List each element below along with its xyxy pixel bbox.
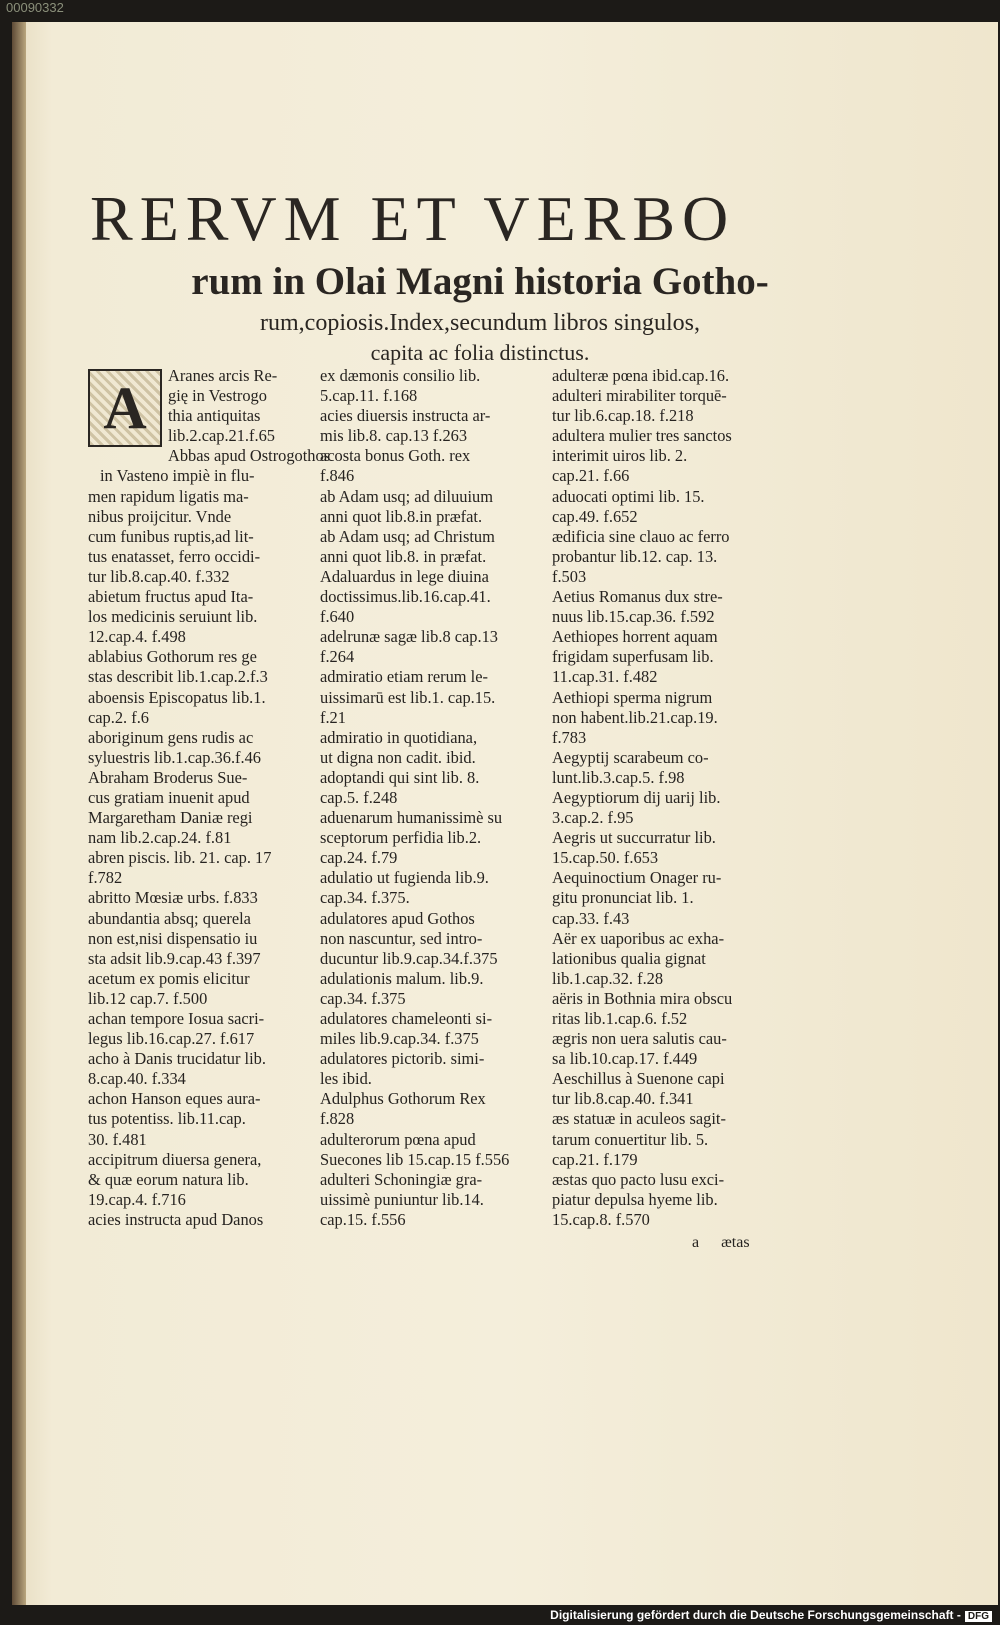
index-entry — [88, 647, 310, 687]
index-entry-line: tur lib.8.cap.40. f.341 — [552, 1089, 694, 1109]
index-entry-line: acosta bonus Goth. rex — [320, 446, 471, 466]
footer-credit-text: Digitalisierung gefördert durch die Deutsche Forschungsgemeinschaft - — [550, 1608, 961, 1622]
index-entry — [552, 527, 774, 587]
book-page — [12, 22, 998, 1605]
index-entry-line: aduenarum humanissimè su — [320, 808, 503, 828]
index-entry-line: Margaretham Daniæ regi — [88, 808, 253, 828]
index-entry — [552, 366, 774, 386]
index-entry-line: f.783 — [552, 727, 587, 747]
index-entry-line: Aethiopi sperma nigrum — [552, 687, 713, 707]
index-entry-line: cap.49. f.652 — [552, 506, 638, 526]
index-entry — [88, 728, 310, 768]
index-entry — [552, 426, 774, 486]
index-entry — [552, 587, 774, 627]
index-entry — [320, 868, 542, 908]
index-entry-line: admiratio etiam rerum le- — [320, 667, 488, 687]
index-entry — [320, 909, 542, 969]
index-entry-line: Suecones lib 15.cap.15 f.556 — [320, 1149, 510, 1169]
index-entry-line: Abraham Broderus Sue- — [88, 767, 248, 787]
index-entry-line: abritto Mœsiæ urbs. f.833 — [88, 888, 258, 908]
index-column-2 — [320, 366, 542, 1230]
index-entry-line: tur lib.6.cap.18. f.218 — [552, 406, 694, 426]
index-entry-line: f.828 — [320, 1109, 355, 1129]
index-entry-line: cap.33. f.43 — [552, 908, 630, 928]
index-entry — [552, 386, 774, 426]
index-entry — [552, 1170, 774, 1230]
index-entry-line: adulatores apud Gothos — [320, 908, 475, 928]
index-entry-line: ut digna non cadit. ibid. — [320, 747, 476, 767]
index-entry-line: non habent.lib.21.cap.19. — [552, 707, 718, 727]
index-entry-line: abietum fructus apud Ita- — [88, 587, 254, 607]
index-entry-line: 5.cap.11. f.168 — [320, 386, 418, 406]
index-entry — [320, 1130, 542, 1170]
index-entry-line: lib.1.cap.32. f.28 — [552, 968, 664, 988]
index-entry-line: Aër ex uaporibus ac exha- — [552, 928, 725, 948]
index-column-1 — [88, 366, 331, 1230]
index-entry — [552, 748, 774, 788]
index-entry-line: uissimarū est lib.1. cap.15. — [320, 687, 496, 707]
index-entry — [552, 989, 774, 1029]
index-entry-line: 8.cap.40. f.334 — [88, 1069, 186, 1089]
index-entry-line: Aethiopes horrent aquam — [552, 627, 718, 647]
decorated-initial — [88, 369, 162, 447]
index-entry-line: sta adsit lib.9.cap.43 f.397 — [88, 948, 261, 968]
index-entry-line: ab Adam usq; ad diluuium — [320, 486, 493, 506]
page-spine-shadow — [12, 22, 26, 1605]
index-entry-line: acho à Danis trucidatur lib. — [88, 1049, 266, 1069]
index-entry — [552, 1109, 774, 1169]
index-entry — [88, 688, 310, 728]
index-entry — [320, 446, 542, 486]
index-entry-line: cap.34. f.375. — [320, 888, 410, 908]
index-entry-line: ex dæmonis consilio lib. — [320, 366, 481, 385]
index-entry-line: æstas quo pacto lusu exci- — [552, 1169, 725, 1189]
index-entry-line: ab Adam usq; ad Christum — [320, 526, 495, 546]
index-entry — [88, 888, 310, 908]
index-entry — [552, 487, 774, 527]
index-entry — [320, 728, 542, 768]
index-entry-line: cap.5. f.248 — [320, 787, 398, 807]
index-entry-line: non nascuntur, sed intro- — [320, 928, 483, 948]
index-entry-line: lib.12 cap.7. f.500 — [88, 988, 208, 1008]
index-entry-line: nibus proijcitur. Vnde — [88, 506, 232, 526]
index-entry — [552, 688, 774, 748]
index-title-line-1: RERVM ET VERBO — [90, 183, 736, 254]
index-entry-line: mis lib.8. cap.13 f.263 — [320, 426, 468, 446]
index-title-line-3: rum,copiosis.Index,secundum libros singulos, — [260, 310, 700, 336]
index-entry-line: tarum conuertitur lib. 5. — [552, 1129, 709, 1149]
index-entry — [320, 667, 542, 727]
index-entry — [88, 1150, 310, 1210]
index-entry — [320, 567, 542, 627]
index-entry — [552, 788, 774, 828]
index-entry-line: ædificia sine clauo ac ferro — [552, 526, 730, 546]
index-entry-line: lib.2.cap.21.f.65 — [168, 426, 275, 446]
index-entry-line: adulationis malum. lib.9. — [320, 968, 484, 988]
index-entry — [320, 487, 542, 527]
index-title-line-2: rum in Olai Magni historia Gotho- — [191, 260, 769, 303]
index-entry-line: Aeschillus à Suenone capi — [552, 1069, 725, 1089]
index-entry-line: uissimè puniuntur lib.14. — [320, 1189, 484, 1209]
index-entry-line: 30. f.481 — [88, 1129, 147, 1149]
index-entry-line: abren piscis. lib. 21. cap. 17 — [88, 848, 272, 868]
index-entry — [320, 1170, 542, 1230]
index-entry-line: ducuntur lib.9.cap.34.f.375 — [320, 948, 498, 968]
catchword: ætas — [721, 1234, 750, 1251]
index-entry-line: adulterorum pœna apud — [320, 1129, 476, 1149]
index-entry — [320, 1009, 542, 1049]
index-entry — [88, 1009, 310, 1049]
catchword-line — [692, 1234, 792, 1252]
index-entry-line: adoptandi qui sint lib. 8. — [320, 767, 480, 787]
index-entry-line: f.782 — [88, 868, 123, 888]
index-entry-line: interimit uiros lib. 2. — [552, 446, 688, 466]
index-entry-line: cap.34. f.375 — [320, 988, 406, 1008]
index-entry-line: cap.24. f.79 — [320, 848, 398, 868]
index-entry — [320, 366, 542, 406]
index-entry — [320, 1049, 542, 1089]
index-entry — [320, 768, 542, 808]
index-entry-line: 11.cap.31. f.482 — [552, 667, 658, 687]
index-entry-line: thia antiquitas — [168, 406, 261, 426]
index-entry-line: piatur depulsa hyeme lib. — [552, 1189, 718, 1209]
index-entry-line: adulatio ut fugienda lib.9. — [320, 868, 489, 888]
index-entry-line: tur lib.8.cap.40. f.332 — [88, 566, 230, 586]
index-entry-line: acetum ex pomis elicitur — [88, 968, 250, 988]
index-entry-line: aduocati optimi lib. 15. — [552, 486, 705, 506]
index-entry — [88, 768, 310, 848]
index-entry-line: doctissimus.lib.16.cap.41. — [320, 587, 491, 607]
index-entry-line: cum funibus ruptis,ad lit- — [88, 526, 254, 546]
index-entry-line: 3.cap.2. f.95 — [552, 808, 634, 828]
index-entry — [552, 868, 774, 928]
index-entry-line: 19.cap.4. f.716 — [88, 1189, 186, 1209]
index-entry — [88, 587, 310, 647]
index-entry-line: men rapidum ligatis ma- — [88, 486, 249, 506]
index-entry-line: in Vasteno impiè in flu- — [100, 466, 255, 486]
index-entry-line: nuus lib.15.cap.36. f.592 — [552, 607, 715, 627]
index-entry-line: cap.15. f.556 — [320, 1209, 406, 1229]
index-entry-line: gitu pronunciat lib. 1. — [552, 888, 694, 908]
index-entry — [320, 627, 542, 667]
index-entry-line: adulteri Schoningiæ gra- — [320, 1169, 483, 1189]
index-entry-line: non est,nisi dispensatio iu — [88, 928, 258, 948]
index-entry — [88, 1210, 310, 1230]
index-entry-line: aëris in Bothnia mira obscu — [552, 988, 733, 1008]
index-entry-line: 12.cap.4. f.498 — [88, 627, 186, 647]
index-entry-line: Adulphus Gothorum Rex — [320, 1089, 486, 1109]
index-entry-line: f.640 — [320, 607, 355, 627]
dfg-logo-badge: DFG — [965, 1611, 992, 1622]
index-entry-line: frigidam superfusam lib. — [552, 647, 714, 667]
index-entry — [320, 1089, 542, 1129]
index-entry — [88, 848, 310, 888]
signature-mark: a — [692, 1234, 700, 1251]
index-title-line-4: capita ac folia distinctus. — [370, 340, 590, 365]
index-entry-line: syluestris lib.1.cap.36.f.46 — [88, 747, 261, 767]
index-entry-line: lationibus qualia gignat — [552, 948, 706, 968]
index-entry-line: acies instructa apud Danos — [88, 1209, 264, 1229]
index-entry — [320, 808, 542, 868]
index-entry-line: Aegris ut succurratur lib. — [552, 828, 716, 848]
index-entry-line: admiratio in quotidiana, — [320, 727, 478, 747]
index-entry-line: Aranes arcis Re- — [168, 366, 278, 385]
index-entry-line: Abbas apud Ostrogothos — [168, 446, 331, 466]
index-entry-line: ritas lib.1.cap.6. f.52 — [552, 1009, 688, 1028]
index-entry-line: anni quot lib.8. in præfat. — [320, 546, 487, 566]
index-entry-line: 15.cap.8. f.570 — [552, 1209, 650, 1229]
index-entry-line: achan tempore Iosua sacri- — [88, 1009, 265, 1028]
index-entry-line: achon Hanson eques aura- — [88, 1089, 261, 1109]
index-entry-line: f.503 — [552, 566, 587, 586]
index-entry-line: anni quot lib.8.in præfat. — [320, 506, 483, 526]
index-entry-line: lunt.lib.3.cap.5. f.98 — [552, 767, 685, 787]
index-entry — [88, 446, 331, 587]
index-entry-line: los medicinis seruiunt lib. — [88, 607, 258, 627]
index-entry-line: cap.21. f.66 — [552, 466, 630, 486]
index-entry-line: legus lib.16.cap.27. f.617 — [88, 1029, 255, 1049]
index-entry-line: aboensis Episcopatus lib.1. — [88, 687, 266, 707]
index-entry — [88, 1089, 310, 1149]
index-entry-line: æs statuæ in aculeos sagit- — [552, 1109, 726, 1129]
index-entry — [552, 627, 774, 687]
index-entry — [552, 929, 774, 989]
index-entry-line: cap.21. f.179 — [552, 1149, 638, 1169]
index-entry-line: adultera mulier tres sanctos — [552, 426, 732, 446]
index-entry-line: acies diuersis instructa ar- — [320, 406, 491, 426]
index-entry-line: accipitrum diuersa genera, — [88, 1149, 262, 1169]
index-entry-line: 15.cap.50. f.653 — [552, 848, 659, 868]
index-entry-line: Aequinoctium Onager ru- — [552, 868, 722, 888]
index-entry-line: sceptorum perfidia lib.2. — [320, 828, 482, 848]
index-entry — [552, 1029, 774, 1069]
index-entry-line: f.21 — [320, 707, 346, 727]
scan-id-label: 00090332 — [6, 0, 64, 15]
index-entry-line: tus enatasset, ferro occidi- — [88, 546, 261, 566]
index-entry — [552, 828, 774, 868]
index-entry-line: gię in Vestrogo — [168, 386, 267, 406]
index-entry-line: sa lib.10.cap.17. f.449 — [552, 1049, 698, 1069]
index-entry-line: aboriginum gens rudis ac — [88, 727, 254, 747]
index-entry-line: miles lib.9.cap.34. f.375 — [320, 1029, 479, 1049]
index-entry-line: les ibid. — [320, 1069, 372, 1089]
index-entry-line: stas describit lib.1.cap.2.f.3 — [88, 667, 268, 687]
index-entry-line: nam lib.2.cap.24. f.81 — [88, 828, 232, 848]
index-entry-line: cap.2. f.6 — [88, 707, 149, 727]
index-entry-line: tus potentiss. lib.11.cap. — [88, 1109, 246, 1129]
index-entry — [88, 366, 310, 446]
index-entry-line: adulteri mirabiliter torquē- — [552, 386, 727, 406]
index-entry-line: f.846 — [320, 466, 355, 486]
index-entry — [88, 969, 310, 1009]
decorated-initial-letter: A — [103, 375, 147, 441]
index-entry — [88, 1049, 310, 1089]
index-entry — [320, 527, 542, 567]
index-entry — [552, 1069, 774, 1109]
index-entry-line: abundantia absq; querela — [88, 908, 251, 928]
digitization-footer — [550, 1608, 992, 1622]
index-entry-line: adulteræ pœna ibid.cap.16. — [552, 366, 730, 385]
index-entry-line: Aegyptiorum dij uarij lib. — [552, 787, 721, 807]
index-entry-line: ablabius Gothorum res ge — [88, 647, 257, 667]
index-entry — [320, 969, 542, 1009]
index-column-3 — [552, 366, 774, 1230]
index-entry-line: adelrunæ sagæ lib.8 cap.13 — [320, 627, 498, 647]
index-entry-line: Aetius Romanus dux stre- — [552, 587, 723, 607]
index-entry-line: Aegyptij scarabeum co- — [552, 747, 709, 767]
index-entry-line: cus gratiam inuenit apud — [88, 787, 250, 807]
index-entry-line: f.264 — [320, 647, 355, 667]
index-entry-line: probantur lib.12. cap. 13. — [552, 546, 718, 566]
index-entry-line: & quæ eorum natura lib. — [88, 1169, 249, 1189]
index-entry — [320, 406, 542, 446]
index-entry-line: ægris non uera salutis cau- — [552, 1029, 727, 1049]
index-entry-line: adulatores chameleonti si- — [320, 1009, 493, 1028]
index-entry-line: adulatores pictorib. simi- — [320, 1049, 485, 1069]
index-entry — [88, 909, 310, 969]
index-entry-line: Adaluardus in lege diuina — [320, 566, 489, 586]
